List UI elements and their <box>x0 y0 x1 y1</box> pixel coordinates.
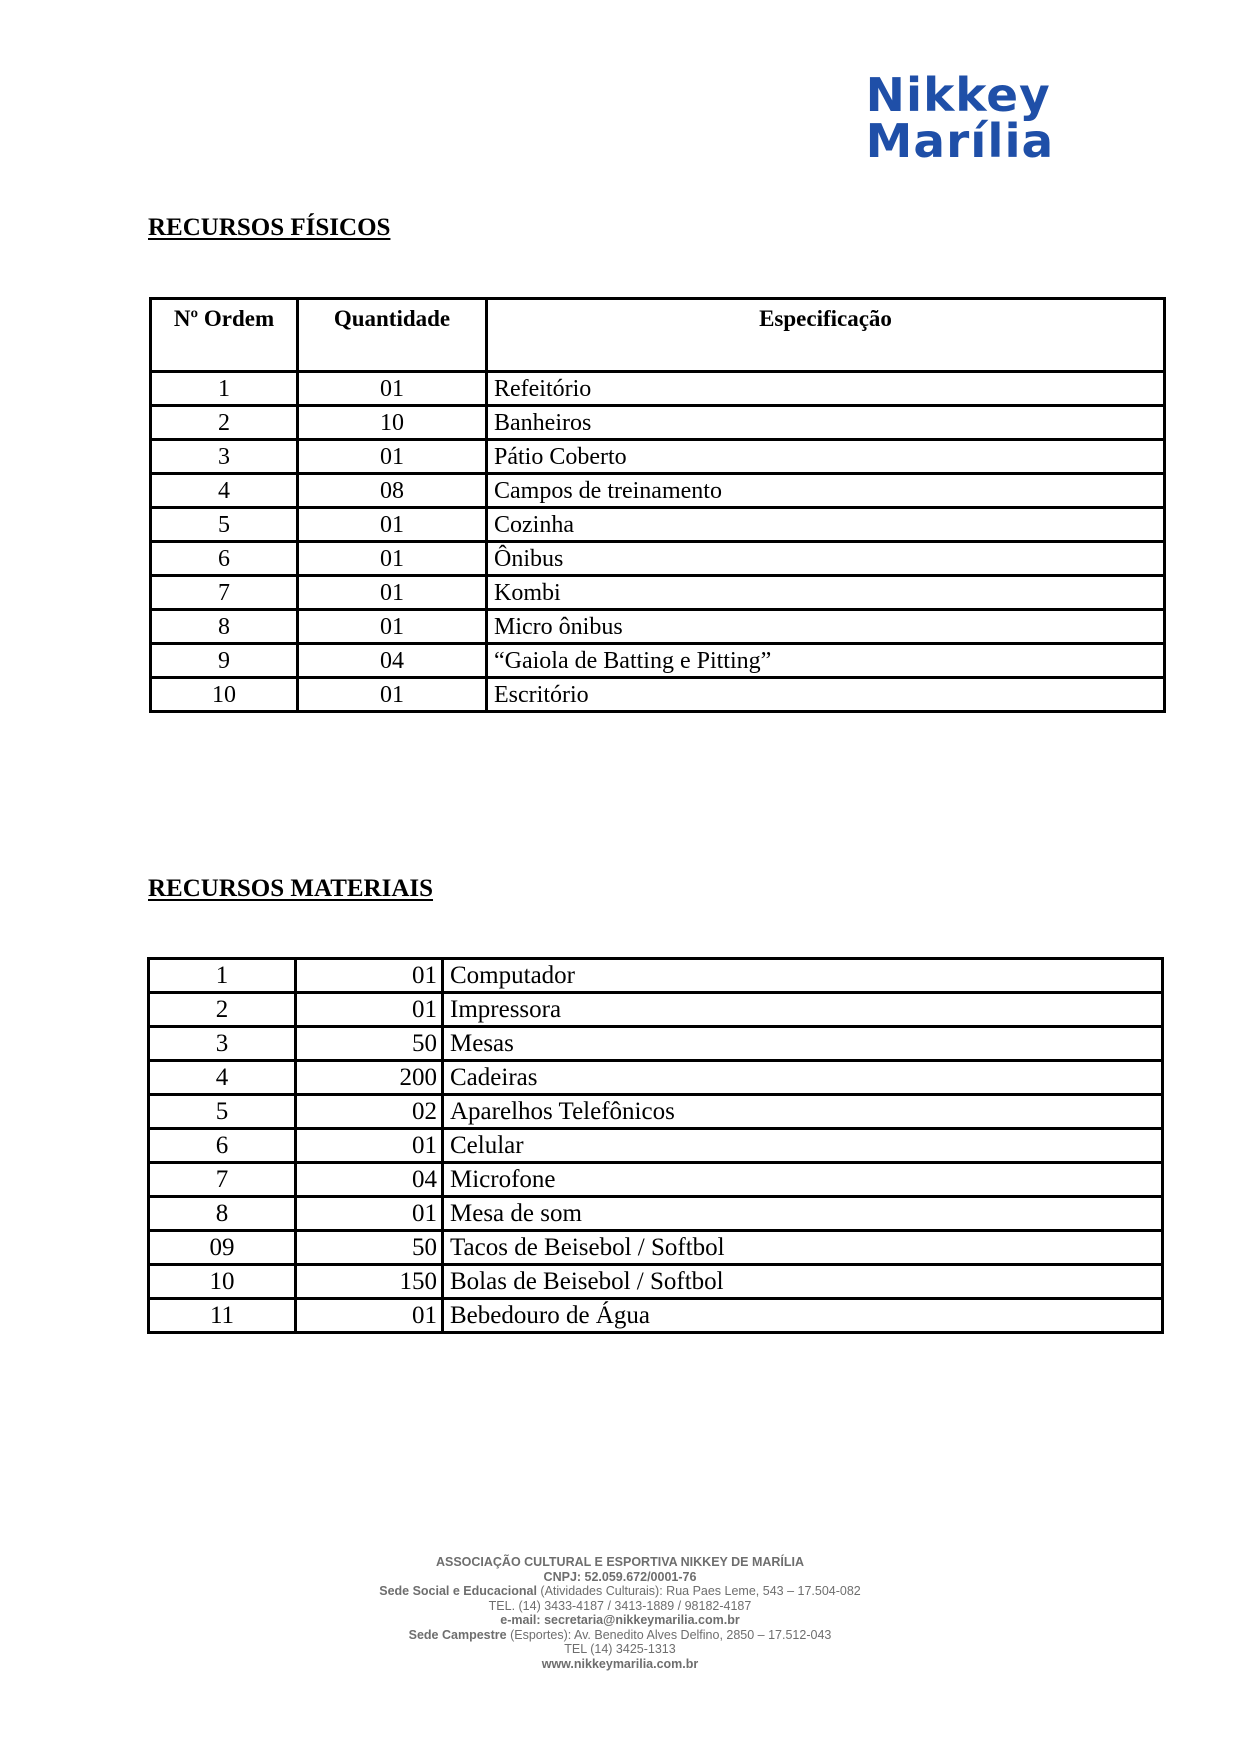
cell-quantidade: 01 <box>296 1299 443 1333</box>
cell-ordem: 11 <box>149 1299 296 1333</box>
cell-ordem: 1 <box>149 959 296 993</box>
cell-ordem: 09 <box>149 1231 296 1265</box>
cell-quantidade: 50 <box>296 1027 443 1061</box>
cell-ordem: 7 <box>149 1163 296 1197</box>
footer-sede-campestre-text: (Esportes): Av. Benedito Alves Delfino, 2850 – 17.512-043 <box>510 1627 832 1642</box>
table-recursos-materiais <box>147 957 1164 1334</box>
table-row <box>151 440 1165 474</box>
table-recursos-fisicos <box>149 297 1166 713</box>
cell-ordem: 8 <box>149 1197 296 1231</box>
cell-ordem: 10 <box>149 1265 296 1299</box>
header-ordem: Nº Ordem <box>151 299 298 372</box>
header-especificacao: Especificação <box>487 299 1165 372</box>
cell-quantidade: 200 <box>296 1061 443 1095</box>
cell-especificacao: Campos de treinamento <box>487 474 1165 508</box>
cell-quantidade: 50 <box>296 1231 443 1265</box>
cell-quantidade: 01 <box>298 678 487 712</box>
cell-quantidade: 01 <box>298 610 487 644</box>
cell-especificacao: Mesas <box>443 1027 1163 1061</box>
cell-especificacao: Cadeiras <box>443 1061 1163 1095</box>
table-row <box>151 542 1165 576</box>
cell-especificacao: Computador <box>443 959 1163 993</box>
cell-ordem: 10 <box>151 678 298 712</box>
cell-quantidade: 04 <box>298 644 487 678</box>
cell-ordem: 2 <box>149 993 296 1027</box>
table-row <box>149 1095 1163 1129</box>
cell-quantidade: 01 <box>298 372 487 406</box>
cell-especificacao: Ônibus <box>487 542 1165 576</box>
table-row <box>149 1027 1163 1061</box>
cell-quantidade: 01 <box>298 508 487 542</box>
table-row <box>151 474 1165 508</box>
section-title-fisicos: RECURSOS FÍSICOS <box>148 214 391 241</box>
table-row <box>151 372 1165 406</box>
footer-sede-social-label: Sede Social e Educacional <box>379 1584 537 1598</box>
cell-ordem: 4 <box>151 474 298 508</box>
table-row <box>149 959 1163 993</box>
cell-quantidade: 02 <box>296 1095 443 1129</box>
cell-especificacao: Cozinha <box>487 508 1165 542</box>
table-row <box>149 993 1163 1027</box>
cell-ordem: 6 <box>151 542 298 576</box>
cell-ordem: 2 <box>151 406 298 440</box>
cell-quantidade: 10 <box>298 406 487 440</box>
table-row <box>151 610 1165 644</box>
footer-org: ASSOCIAÇÃO CULTURAL E ESPORTIVA NIKKEY DE MARÍLIA <box>435 1555 805 1569</box>
cell-ordem: 6 <box>149 1129 296 1163</box>
footer-site[interactable]: www.nikkeymarilia.com.br <box>541 1656 699 1671</box>
header-quantidade: Quantidade <box>298 299 487 372</box>
table-row <box>151 678 1165 712</box>
cell-especificacao: Microfone <box>443 1163 1163 1197</box>
cell-ordem: 4 <box>149 1061 296 1095</box>
cell-especificacao: Banheiros <box>487 406 1165 440</box>
cell-especificacao: Bolas de Beisebol / Softbol <box>443 1265 1163 1299</box>
cell-quantidade: 01 <box>296 1197 443 1231</box>
cell-quantidade: 08 <box>298 474 487 508</box>
cell-especificacao: Escritório <box>487 678 1165 712</box>
cell-quantidade: 01 <box>296 1129 443 1163</box>
cell-especificacao: Bebedouro de Água <box>443 1299 1163 1333</box>
cell-especificacao: Refeitório <box>487 372 1165 406</box>
table-row <box>149 1299 1163 1333</box>
footer-sede-social-text: (Atividades Culturais): Rua Paes Leme, 543 – 17.504-082 <box>540 1584 861 1598</box>
cell-ordem: 8 <box>151 610 298 644</box>
logo-line-2: Marília <box>865 114 1055 168</box>
cell-especificacao: Tacos de Beisebol / Softbol <box>443 1231 1163 1265</box>
cell-quantidade: 01 <box>296 959 443 993</box>
cell-ordem: 3 <box>149 1027 296 1061</box>
cell-quantidade: 01 <box>298 440 487 474</box>
cell-especificacao: Celular <box>443 1129 1163 1163</box>
cell-quantidade: 150 <box>296 1265 443 1299</box>
table-row <box>149 1197 1163 1231</box>
table-row <box>151 406 1165 440</box>
section-title-materiais: RECURSOS MATERIAIS <box>148 875 434 902</box>
cell-quantidade: 01 <box>296 993 443 1027</box>
logo <box>865 68 1103 168</box>
footer-email-label: e-mail: <box>500 1613 541 1627</box>
cell-especificacao: Aparelhos Telefônicos <box>443 1095 1163 1129</box>
cell-especificacao: Kombi <box>487 576 1165 610</box>
footer-tel-2: TEL (14) 3425-1313 <box>564 1642 676 1656</box>
table-row <box>151 644 1165 678</box>
table-row <box>151 576 1165 610</box>
footer-cnpj: CNPJ: 52.059.672/0001-76 <box>543 1569 697 1584</box>
table-row <box>149 1231 1163 1265</box>
table-header-row <box>151 299 1165 372</box>
cell-especificacao: Impressora <box>443 993 1163 1027</box>
logo-line-1: Nikkey <box>865 68 1051 122</box>
cell-especificacao: Pátio Coberto <box>487 440 1165 474</box>
cell-especificacao: Micro ônibus <box>487 610 1165 644</box>
cell-quantidade: 04 <box>296 1163 443 1197</box>
cell-ordem: 1 <box>151 372 298 406</box>
table-row <box>151 508 1165 542</box>
cell-quantidade: 01 <box>298 542 487 576</box>
cell-ordem: 3 <box>151 440 298 474</box>
cell-ordem: 5 <box>151 508 298 542</box>
cell-especificacao: “Gaiola de Batting e Pitting” <box>487 644 1165 678</box>
footer-email[interactable]: secretaria@nikkeymarilia.com.br <box>544 1613 740 1627</box>
footer-tel-1: TEL. (14) 3433-4187 / 3413-1889 / 98182-4187 <box>488 1598 752 1613</box>
table-row <box>149 1129 1163 1163</box>
table-row <box>149 1265 1163 1299</box>
table-row <box>149 1061 1163 1095</box>
footer-sede-campestre-label: Sede Campestre <box>408 1627 507 1642</box>
cell-quantidade: 01 <box>298 576 487 610</box>
cell-ordem: 5 <box>149 1095 296 1129</box>
cell-ordem: 9 <box>151 644 298 678</box>
table-row <box>149 1163 1163 1197</box>
cell-ordem: 7 <box>151 576 298 610</box>
footer <box>300 1555 940 1671</box>
cell-especificacao: Mesa de som <box>443 1197 1163 1231</box>
